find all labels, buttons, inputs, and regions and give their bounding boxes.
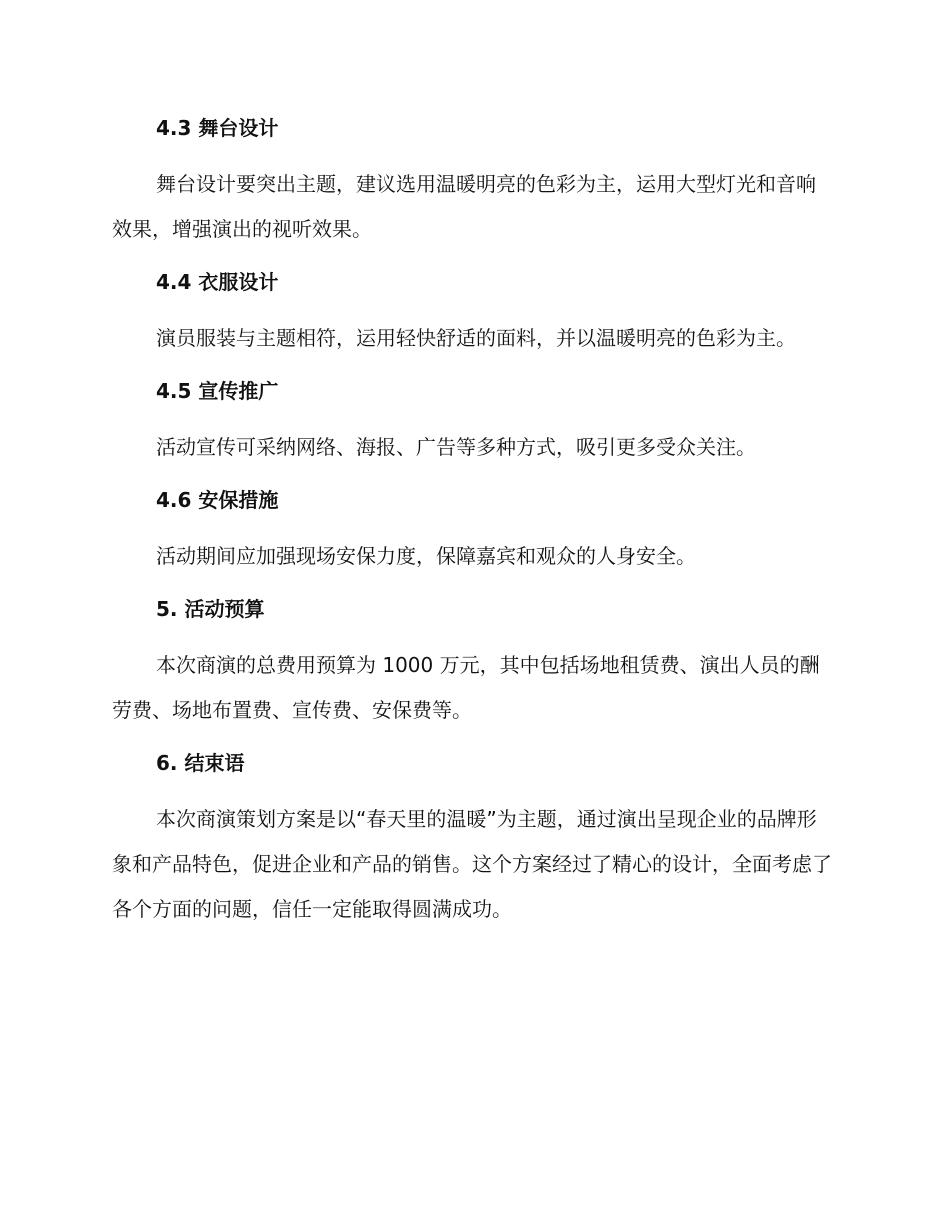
section-heading-costume-design: 4.4 衣服设计 [156, 270, 279, 294]
section-body-stage-design: 舞台设计要突出主题，建议选用温暖明亮的色彩为主，运用大型灯光和音响效果，增强演出的视听效果。 [112, 172, 816, 241]
section-heading-security: 4.6 安保措施 [156, 488, 279, 512]
section-body-security: 活动期间应加强现场安保力度，保障嘉宾和观众的人身安全。 [156, 544, 696, 568]
section-body-promotion: 活动宣传可采纳网络、海报、广告等多种方式，吸引更多受众关注。 [156, 435, 756, 459]
section-heading-budget: 5. 活动预算 [156, 597, 265, 621]
section-heading-promotion: 4.5 宣传推广 [156, 379, 279, 403]
section-heading-stage-design: 4.3 舞台设计 [156, 116, 279, 140]
section-heading-conclusion: 6. 结束语 [156, 751, 245, 775]
section-body-budget: 本次商演的总费用预算为 1000 万元，其中包括场地租赁费、演出人员的酬劳费、场地布置费、宣传费、安保费等。 [112, 653, 820, 722]
section-body-conclusion: 本次商演策划方案是以“春天里的温暖”为主题，通过演出呈现企业的品牌形象和产品特色，促进企业和产品的销售。这个方案经过了精心的设计，全面考虑了各个方面的问题，信任一定能取得圆满成功。 [112, 807, 832, 921]
section-body-costume-design: 演员服装与主题相符，运用轻快舒适的面料，并以温暖明亮的色彩为主。 [156, 326, 796, 350]
document-content [112, 112, 832, 946]
